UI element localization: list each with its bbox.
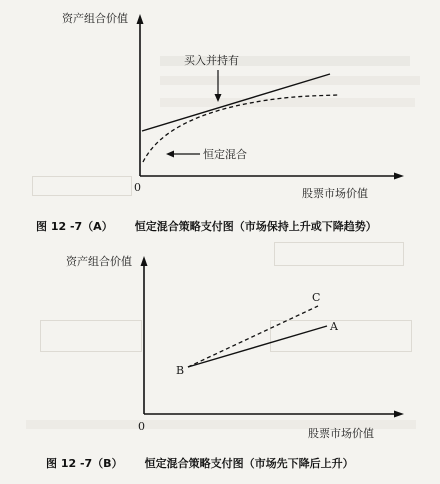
figure-a-y-axis-label: 资产组合价值 — [62, 12, 128, 25]
figure-b-point-c-label: C — [312, 291, 321, 304]
figure-b-caption-number: 图 12 -7（B） — [46, 457, 123, 470]
figure-a-buy-hold-label: 买入并持有 — [184, 54, 239, 67]
figure-a-caption-text: 恒定混合策略支付图（市场保持上升或下降趋势） — [134, 220, 377, 233]
figure-b-line-ba — [188, 326, 327, 367]
figure-a-x-axis-label: 股票市场价值 — [302, 187, 368, 200]
figure-b-line-bc — [188, 306, 318, 367]
figure-a-caption-number: 图 12 -7（A） — [36, 220, 113, 233]
figure-b-x-axis-arrow — [394, 411, 404, 418]
figure-b-point-a-label: A — [330, 320, 338, 333]
figure-a-constant-mix-label: 恒定混合 — [203, 148, 247, 161]
figure-b-caption-text: 恒定混合策略支付图（市场先下降后上升） — [144, 457, 354, 470]
figure-b-caption — [46, 455, 354, 471]
figure-b-y-axis-arrow — [141, 256, 148, 266]
figure-b-origin-label: 0 — [138, 420, 145, 433]
figure-b-point-b-label: B — [176, 364, 185, 377]
figure-a-origin-label: 0 — [134, 181, 141, 194]
figure-b-y-axis-label: 资产组合价值 — [66, 255, 132, 268]
figure-b-x-axis-label: 股票市场价值 — [308, 427, 374, 440]
